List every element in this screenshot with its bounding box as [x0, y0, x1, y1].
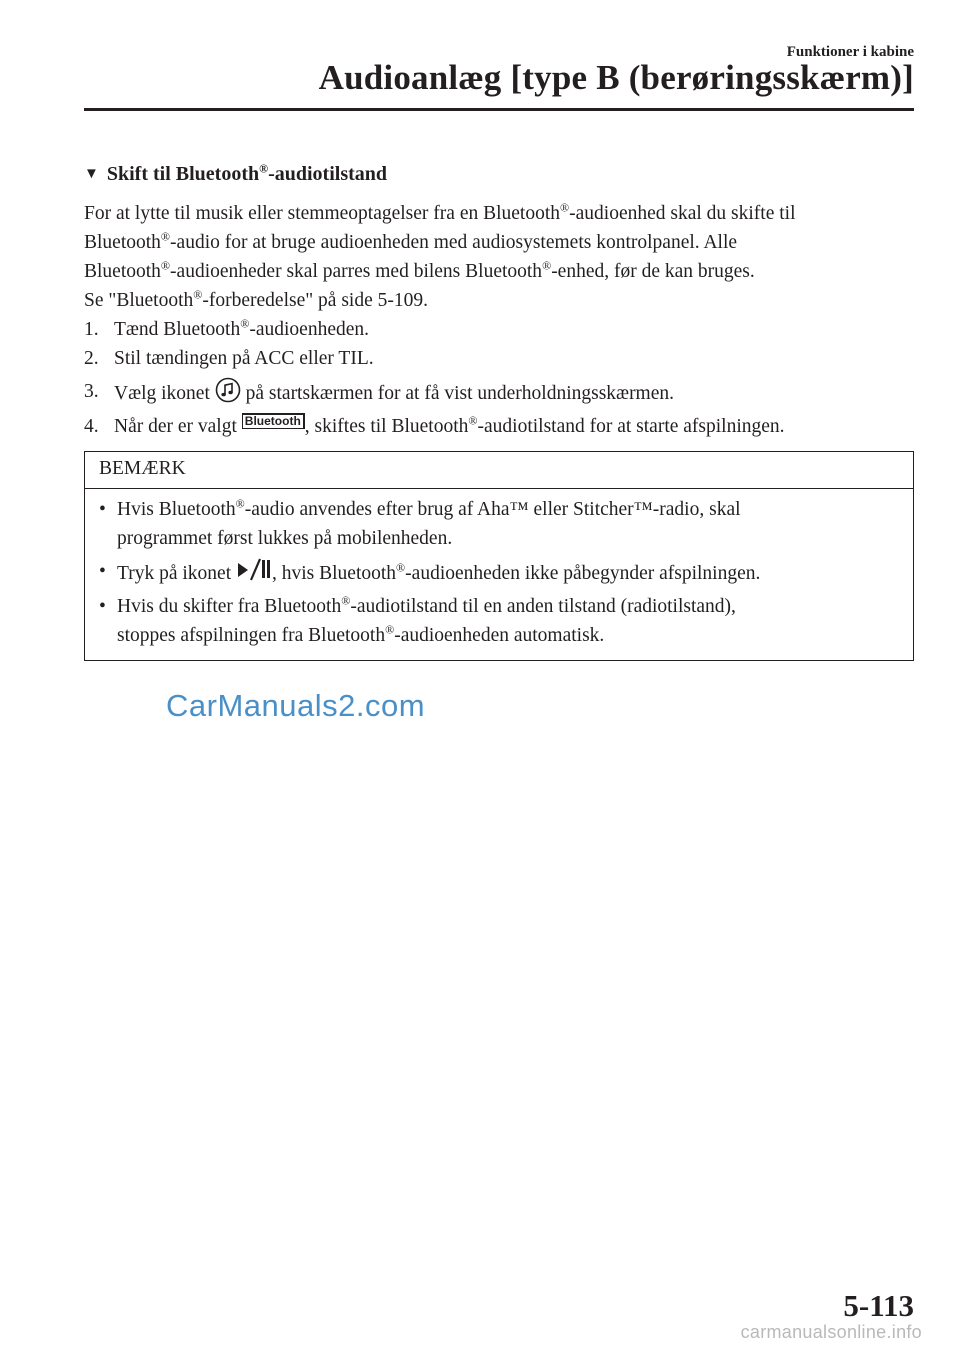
registered-mark: ® [160, 229, 171, 244]
step-number: 4. [84, 416, 99, 437]
note-item [99, 557, 899, 592]
registered-mark: ® [560, 200, 570, 215]
steps-list [84, 315, 914, 441]
note-title: BEMÆRK [85, 452, 913, 489]
footer-watermark: carmanualsonline.info [740, 1322, 922, 1342]
registered-mark: ® [235, 496, 245, 511]
step-item [84, 377, 914, 412]
registered-mark: ® [193, 287, 203, 302]
intro-line: Se "Bluetooth®-forberedelse" på side 5-109. [84, 287, 428, 311]
note-line: programmet først lukkes på mobilenheden. [117, 528, 453, 549]
step-text: Når der er valgt [114, 416, 242, 437]
triangle-marker-icon: ▼ [84, 166, 99, 182]
registered-mark: ® [240, 316, 250, 331]
step-item [84, 315, 914, 344]
registered-mark: ® [396, 560, 406, 575]
note-line: , hvis Bluetooth®-audioenheden ikke påbegynder afspilningen. [272, 560, 761, 584]
note-line: stoppes afspilningen fra Bluetooth®-audioenheden automatisk. [117, 622, 605, 646]
header-section-label: Funktioner i kabine [786, 44, 914, 60]
step-number: 3. [84, 381, 99, 402]
registered-mark: ® [259, 161, 269, 176]
page-number: 5-113 [843, 1288, 914, 1323]
page-title: Audioanlæg [type B (berøringsskærm)] [318, 58, 914, 97]
step-text: på startskærmen for at få vist underholdningsskærmen. [240, 383, 675, 404]
step-text: Vælg ikonet [114, 383, 215, 404]
main-content [84, 160, 914, 441]
note-line: Hvis du skifter fra Bluetooth®-audiotilstand til en anden tilstand (radiotilstand), [117, 593, 736, 617]
note-line: Hvis Bluetooth®-audio anvendes efter brug af Aha™ eller Stitcher™-radio, skal [117, 496, 741, 520]
step-item [84, 344, 914, 373]
registered-mark: ® [341, 593, 351, 608]
registered-mark: ® [160, 258, 171, 273]
registered-mark: ® [468, 413, 478, 428]
play-pause-icon [236, 557, 272, 592]
music-note-icon [215, 377, 241, 412]
bullet-icon: • [99, 499, 106, 520]
step-number: 1. [84, 319, 99, 340]
note-item [99, 592, 899, 650]
bluetooth-button[interactable]: Bluetooth [242, 413, 305, 429]
step-text: Stil tændingen på ACC eller TIL. [114, 348, 374, 369]
bullet-icon: • [99, 596, 106, 617]
section-heading-text: Skift til Bluetooth®-audiotilstand [106, 161, 388, 185]
watermark: CarManuals2.com [166, 688, 426, 723]
step-text: Tænd Bluetooth®-audioenheden. [114, 316, 370, 340]
step-item [84, 412, 914, 441]
intro-paragraph [84, 199, 914, 315]
intro-line: Bluetooth®-audio for at bruge audioenheden med audiosystemets kontrolpanel. Alle [84, 229, 738, 253]
step-number: 2. [84, 348, 99, 369]
note-box [84, 451, 914, 661]
registered-mark: ® [385, 622, 395, 637]
intro-line: Bluetooth®-audioenheder skal parres med bilens Bluetooth®-enhed, før de kan bruges. [84, 258, 755, 282]
step-text: , skiftes til Bluetooth®-audiotilstand for at starte afspilningen. [304, 413, 785, 437]
section-heading [84, 160, 914, 189]
header-rule [84, 108, 914, 111]
note-body [85, 489, 913, 660]
note-line: Tryk på ikonet [117, 563, 236, 584]
bullet-icon: • [99, 561, 106, 582]
note-item [99, 495, 899, 553]
intro-line: For at lytte til musik eller stemmeoptagelser fra en Bluetooth®-audioenhed skal du skifte til [84, 200, 796, 224]
registered-mark: ® [542, 258, 552, 273]
